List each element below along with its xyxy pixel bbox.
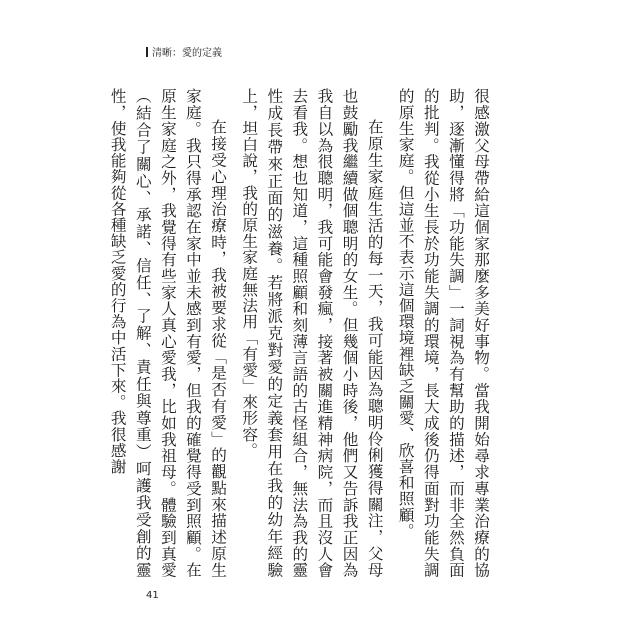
page-number: 41 — [146, 590, 159, 601]
paragraph-2: 在原生家庭生活的每一天，我可能因為聰明伶俐獲得關注，父母也鼓勵我繼續做個聰明的女生。但幾個小時後，他們又告訴我正因為我自以為很聰明，我可能會發瘋，接著被關進精神病院，而且沒人會去看我。想也知道，這種照顧和刻薄言語的古怪組合，無法為我的靈性成長帶來正面的滋養。若將派克對愛的定義套用在我的幼年經驗上，坦白說，我的原生家庭無法用「有愛」來形容。 — [240, 88, 384, 578]
paragraph-3: 在接受心理治療時，我被要求從「是否有愛」的觀點來描述原生家庭。我只得承認在家中並未感到有愛，但我的確覺得受到照顧。在原生家庭之外，我覺得有些家人真心愛我，比如我祖母。體驗到真愛（結合了關心、承諾、信任、了解、責任與尊重）呵護我受創的靈性，使我能夠從各種缺乏愛的行為中活下來。我很感謝 — [108, 88, 228, 578]
header-bar-mark — [146, 47, 148, 57]
paragraph-1: 很感激父母帶給這個家那麼多美好事物。當我開始尋求專業治療的協助，逐漸懂得將「功能失調」一詞視為有幫助的描述，而非全然負面的批判。我從小生長於功能失調的環境，長大成後仍得面對功能失調的原生家庭。但這並不表示這個環境裡缺乏關愛、欣喜和照顧。 — [396, 88, 490, 578]
chapter-title: 清晰：愛的定義 — [152, 48, 222, 59]
body-text — [105, 88, 493, 578]
running-header — [146, 44, 222, 59]
